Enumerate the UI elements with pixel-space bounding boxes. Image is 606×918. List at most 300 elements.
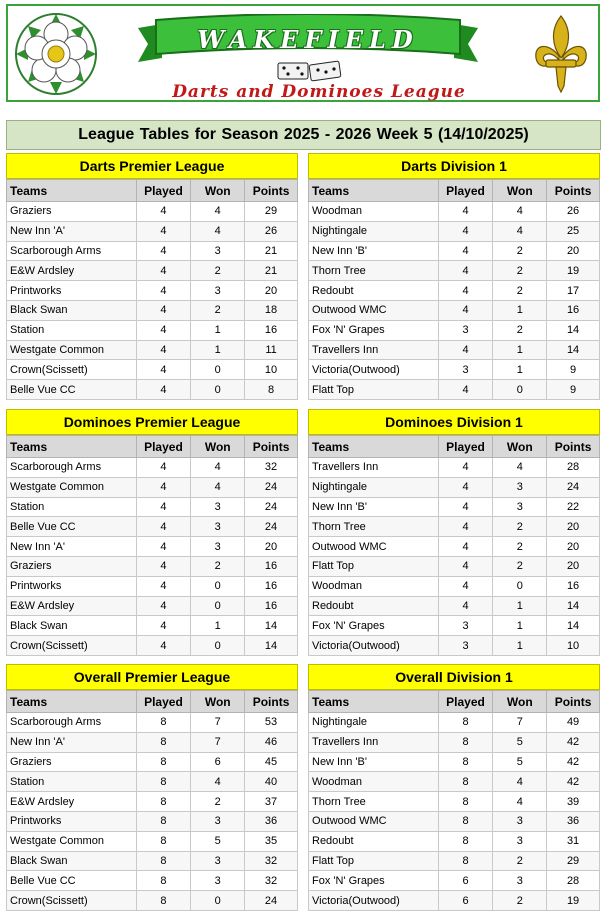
table-row bbox=[309, 891, 600, 911]
played-value: 8 bbox=[136, 871, 191, 891]
team-name: Outwood WMC bbox=[309, 811, 439, 831]
played-value: 4 bbox=[438, 202, 493, 222]
table-row bbox=[309, 713, 600, 733]
won-value: 3 bbox=[191, 281, 245, 301]
won-value: 2 bbox=[191, 556, 245, 576]
table-row bbox=[309, 851, 600, 871]
team-name: New Inn 'B' bbox=[309, 497, 439, 517]
played-value: 4 bbox=[136, 636, 191, 656]
played-value: 4 bbox=[438, 221, 493, 241]
points-value: 29 bbox=[245, 202, 298, 222]
played-value: 4 bbox=[438, 477, 493, 497]
won-value: 3 bbox=[191, 497, 245, 517]
table-row bbox=[7, 772, 298, 792]
points-value: 11 bbox=[245, 340, 298, 360]
team-name: Victoria(Outwood) bbox=[309, 891, 439, 911]
points-value: 53 bbox=[245, 713, 298, 733]
played-value: 4 bbox=[438, 340, 493, 360]
team-name: New Inn 'A' bbox=[7, 537, 137, 557]
won-value: 1 bbox=[191, 340, 245, 360]
points-value: 20 bbox=[547, 537, 600, 557]
points-value: 32 bbox=[245, 871, 298, 891]
table-row bbox=[309, 340, 600, 360]
banner-title: WAKEFIELD bbox=[197, 25, 419, 54]
column-header-played: Played bbox=[136, 691, 191, 713]
season-header: League Tables for Season 2025 - 2026 Week 5 (14/10/2025) bbox=[6, 120, 601, 150]
column-header-won: Won bbox=[493, 436, 547, 458]
header-row bbox=[309, 436, 600, 458]
table-row bbox=[309, 202, 600, 222]
won-value: 2 bbox=[191, 300, 245, 320]
table-row bbox=[7, 811, 298, 831]
won-value: 0 bbox=[191, 360, 245, 380]
points-value: 42 bbox=[547, 732, 600, 752]
points-value: 16 bbox=[245, 596, 298, 616]
table-row bbox=[309, 497, 600, 517]
table-row bbox=[7, 380, 298, 400]
column-header-won: Won bbox=[493, 180, 547, 202]
league-table bbox=[308, 690, 600, 911]
team-name: Black Swan bbox=[7, 300, 137, 320]
points-value: 20 bbox=[547, 517, 600, 537]
played-value: 8 bbox=[438, 851, 493, 871]
team-name: Station bbox=[7, 497, 137, 517]
played-value: 3 bbox=[438, 616, 493, 636]
points-value: 20 bbox=[547, 241, 600, 261]
won-value: 4 bbox=[493, 792, 547, 812]
played-value: 4 bbox=[136, 281, 191, 301]
played-value: 4 bbox=[136, 340, 191, 360]
played-value: 4 bbox=[136, 360, 191, 380]
team-name: Crown(Scissett) bbox=[7, 360, 137, 380]
dominoes-division-1-table bbox=[308, 409, 600, 656]
played-value: 4 bbox=[136, 458, 191, 478]
points-value: 22 bbox=[547, 497, 600, 517]
points-value: 17 bbox=[547, 281, 600, 301]
won-value: 0 bbox=[493, 576, 547, 596]
won-value: 5 bbox=[493, 752, 547, 772]
table-row bbox=[7, 241, 298, 261]
points-value: 10 bbox=[245, 360, 298, 380]
team-name: Woodman bbox=[309, 576, 439, 596]
team-name: Flatt Top bbox=[309, 851, 439, 871]
points-value: 20 bbox=[245, 281, 298, 301]
team-name: New Inn 'B' bbox=[309, 752, 439, 772]
won-value: 3 bbox=[191, 517, 245, 537]
league-title: Darts Division 1 bbox=[308, 153, 600, 179]
team-name: Travellers Inn bbox=[309, 458, 439, 478]
table-row bbox=[7, 891, 298, 911]
table-row bbox=[7, 300, 298, 320]
points-value: 24 bbox=[245, 517, 298, 537]
won-value: 2 bbox=[191, 792, 245, 812]
points-value: 9 bbox=[547, 380, 600, 400]
table-row bbox=[309, 811, 600, 831]
header-row bbox=[7, 436, 298, 458]
table-row bbox=[7, 261, 298, 281]
won-value: 7 bbox=[493, 713, 547, 733]
table-row bbox=[309, 576, 600, 596]
team-name: New Inn 'B' bbox=[309, 241, 439, 261]
points-value: 14 bbox=[245, 636, 298, 656]
table-row bbox=[309, 300, 600, 320]
team-name: Westgate Common bbox=[7, 477, 137, 497]
table-row bbox=[7, 360, 298, 380]
league-table bbox=[6, 435, 298, 656]
won-value: 2 bbox=[493, 241, 547, 261]
points-value: 16 bbox=[245, 320, 298, 340]
league-table bbox=[308, 179, 600, 400]
won-value: 4 bbox=[191, 477, 245, 497]
played-value: 4 bbox=[438, 596, 493, 616]
column-header-teams: Teams bbox=[309, 691, 439, 713]
column-header-teams: Teams bbox=[7, 436, 137, 458]
table-row bbox=[309, 732, 600, 752]
points-value: 24 bbox=[245, 497, 298, 517]
table-row bbox=[309, 241, 600, 261]
team-name: Belle Vue CC bbox=[7, 871, 137, 891]
team-name: Printworks bbox=[7, 811, 137, 831]
table-row bbox=[7, 221, 298, 241]
points-value: 14 bbox=[245, 616, 298, 636]
points-value: 24 bbox=[547, 477, 600, 497]
played-value: 4 bbox=[136, 576, 191, 596]
league-table bbox=[6, 690, 298, 911]
won-value: 1 bbox=[493, 636, 547, 656]
table-row bbox=[309, 380, 600, 400]
points-value: 8 bbox=[245, 380, 298, 400]
table-row bbox=[7, 831, 298, 851]
league-title: Overall Premier League bbox=[6, 664, 298, 690]
points-value: 31 bbox=[547, 831, 600, 851]
column-header-won: Won bbox=[191, 180, 245, 202]
played-value: 8 bbox=[136, 732, 191, 752]
points-value: 46 bbox=[245, 732, 298, 752]
played-value: 4 bbox=[136, 616, 191, 636]
team-name: Crown(Scissett) bbox=[7, 636, 137, 656]
table-row bbox=[7, 851, 298, 871]
points-value: 45 bbox=[245, 752, 298, 772]
column-header-points: Points bbox=[245, 436, 298, 458]
won-value: 3 bbox=[191, 811, 245, 831]
dominoes-icon bbox=[276, 60, 342, 82]
played-value: 4 bbox=[438, 300, 493, 320]
won-value: 0 bbox=[191, 576, 245, 596]
overall-division-1-table bbox=[308, 664, 600, 911]
table-row bbox=[7, 576, 298, 596]
team-name: Outwood WMC bbox=[309, 300, 439, 320]
column-header-teams: Teams bbox=[7, 180, 137, 202]
points-value: 14 bbox=[547, 340, 600, 360]
won-value: 3 bbox=[493, 871, 547, 891]
points-value: 37 bbox=[245, 792, 298, 812]
won-value: 4 bbox=[493, 221, 547, 241]
column-header-points: Points bbox=[547, 691, 600, 713]
table-row bbox=[7, 340, 298, 360]
played-value: 6 bbox=[438, 891, 493, 911]
header-row bbox=[309, 180, 600, 202]
team-name: Belle Vue CC bbox=[7, 517, 137, 537]
points-value: 10 bbox=[547, 636, 600, 656]
team-name: Nightingale bbox=[309, 221, 439, 241]
played-value: 3 bbox=[438, 320, 493, 340]
played-value: 4 bbox=[136, 596, 191, 616]
played-value: 8 bbox=[136, 752, 191, 772]
team-name: Belle Vue CC bbox=[7, 380, 137, 400]
table-row bbox=[309, 261, 600, 281]
league-title: Overall Division 1 bbox=[308, 664, 600, 690]
played-value: 8 bbox=[136, 772, 191, 792]
points-value: 14 bbox=[547, 596, 600, 616]
table-row bbox=[7, 517, 298, 537]
table-row bbox=[309, 320, 600, 340]
fleur-de-lis-icon bbox=[530, 12, 592, 96]
played-value: 8 bbox=[438, 811, 493, 831]
won-value: 2 bbox=[493, 851, 547, 871]
column-header-teams: Teams bbox=[309, 180, 439, 202]
league-title: Dominoes Premier League bbox=[6, 409, 298, 435]
team-name: Printworks bbox=[7, 576, 137, 596]
points-value: 16 bbox=[547, 300, 600, 320]
played-value: 4 bbox=[438, 576, 493, 596]
played-value: 4 bbox=[136, 261, 191, 281]
team-name: Graziers bbox=[7, 556, 137, 576]
team-name: Redoubt bbox=[309, 281, 439, 301]
table-row bbox=[309, 616, 600, 636]
points-value: 28 bbox=[547, 871, 600, 891]
points-value: 36 bbox=[245, 811, 298, 831]
column-header-teams: Teams bbox=[309, 436, 439, 458]
points-value: 20 bbox=[547, 556, 600, 576]
table-row bbox=[7, 477, 298, 497]
won-value: 3 bbox=[493, 497, 547, 517]
won-value: 3 bbox=[191, 851, 245, 871]
points-value: 21 bbox=[245, 261, 298, 281]
table-row bbox=[309, 477, 600, 497]
team-name: Scarborough Arms bbox=[7, 241, 137, 261]
played-value: 8 bbox=[438, 792, 493, 812]
team-name: Thorn Tree bbox=[309, 261, 439, 281]
played-value: 8 bbox=[438, 831, 493, 851]
played-value: 8 bbox=[136, 792, 191, 812]
team-name: Flatt Top bbox=[309, 380, 439, 400]
points-value: 24 bbox=[245, 477, 298, 497]
played-value: 4 bbox=[136, 300, 191, 320]
table-row bbox=[7, 792, 298, 812]
won-value: 3 bbox=[191, 537, 245, 557]
points-value: 32 bbox=[245, 851, 298, 871]
table-row bbox=[7, 281, 298, 301]
header-row bbox=[309, 691, 600, 713]
played-value: 3 bbox=[438, 636, 493, 656]
played-value: 4 bbox=[136, 517, 191, 537]
won-value: 2 bbox=[493, 517, 547, 537]
team-name: Victoria(Outwood) bbox=[309, 636, 439, 656]
points-value: 21 bbox=[245, 241, 298, 261]
won-value: 0 bbox=[493, 380, 547, 400]
team-name: Travellers Inn bbox=[309, 340, 439, 360]
column-header-played: Played bbox=[136, 436, 191, 458]
won-value: 1 bbox=[191, 320, 245, 340]
played-value: 4 bbox=[136, 537, 191, 557]
won-value: 5 bbox=[191, 831, 245, 851]
column-header-teams: Teams bbox=[7, 691, 137, 713]
team-name: Printworks bbox=[7, 281, 137, 301]
league-banner bbox=[6, 4, 600, 102]
table-row bbox=[309, 556, 600, 576]
points-value: 40 bbox=[245, 772, 298, 792]
table-row bbox=[7, 596, 298, 616]
won-value: 2 bbox=[191, 261, 245, 281]
table-row bbox=[7, 556, 298, 576]
column-header-won: Won bbox=[191, 436, 245, 458]
team-name: Travellers Inn bbox=[309, 732, 439, 752]
played-value: 4 bbox=[438, 497, 493, 517]
won-value: 1 bbox=[493, 616, 547, 636]
table-row bbox=[7, 497, 298, 517]
played-value: 8 bbox=[438, 732, 493, 752]
points-value: 29 bbox=[547, 851, 600, 871]
yorkshire-rose-icon bbox=[14, 12, 98, 96]
points-value: 9 bbox=[547, 360, 600, 380]
team-name: Fox 'N' Grapes bbox=[309, 616, 439, 636]
played-value: 4 bbox=[438, 281, 493, 301]
points-value: 16 bbox=[245, 576, 298, 596]
table-row bbox=[7, 616, 298, 636]
column-header-won: Won bbox=[191, 691, 245, 713]
played-value: 4 bbox=[438, 556, 493, 576]
played-value: 4 bbox=[136, 477, 191, 497]
table-row bbox=[309, 458, 600, 478]
team-name: Thorn Tree bbox=[309, 792, 439, 812]
won-value: 1 bbox=[493, 596, 547, 616]
played-value: 4 bbox=[438, 261, 493, 281]
team-name: Woodman bbox=[309, 772, 439, 792]
team-name: Black Swan bbox=[7, 851, 137, 871]
won-value: 1 bbox=[493, 300, 547, 320]
table-row bbox=[7, 458, 298, 478]
table-row bbox=[7, 732, 298, 752]
points-value: 16 bbox=[547, 576, 600, 596]
team-name: Graziers bbox=[7, 202, 137, 222]
table-row bbox=[7, 713, 298, 733]
team-name: Redoubt bbox=[309, 596, 439, 616]
team-name: Scarborough Arms bbox=[7, 713, 137, 733]
played-value: 4 bbox=[438, 517, 493, 537]
table-row bbox=[7, 752, 298, 772]
won-value: 2 bbox=[493, 320, 547, 340]
points-value: 42 bbox=[547, 752, 600, 772]
team-name: Graziers bbox=[7, 752, 137, 772]
points-value: 26 bbox=[245, 221, 298, 241]
points-value: 26 bbox=[547, 202, 600, 222]
banner-subtitle: Darts and Dominoes League bbox=[172, 82, 466, 102]
table-row bbox=[7, 202, 298, 222]
points-value: 36 bbox=[547, 811, 600, 831]
column-header-points: Points bbox=[547, 180, 600, 202]
table-row bbox=[309, 221, 600, 241]
won-value: 1 bbox=[493, 360, 547, 380]
column-header-played: Played bbox=[438, 180, 493, 202]
table-row bbox=[309, 871, 600, 891]
header-row bbox=[7, 180, 298, 202]
points-value: 39 bbox=[547, 792, 600, 812]
team-name: Thorn Tree bbox=[309, 517, 439, 537]
team-name: Westgate Common bbox=[7, 831, 137, 851]
team-name: Flatt Top bbox=[309, 556, 439, 576]
team-name: Black Swan bbox=[7, 616, 137, 636]
points-value: 25 bbox=[547, 221, 600, 241]
table-row bbox=[309, 517, 600, 537]
won-value: 3 bbox=[191, 871, 245, 891]
won-value: 2 bbox=[493, 556, 547, 576]
column-header-won: Won bbox=[493, 691, 547, 713]
column-header-points: Points bbox=[245, 691, 298, 713]
won-value: 4 bbox=[191, 221, 245, 241]
played-value: 8 bbox=[438, 752, 493, 772]
league-table bbox=[6, 179, 298, 400]
table-row bbox=[309, 636, 600, 656]
column-header-points: Points bbox=[547, 436, 600, 458]
won-value: 6 bbox=[191, 752, 245, 772]
won-value: 3 bbox=[493, 831, 547, 851]
points-value: 16 bbox=[245, 556, 298, 576]
played-value: 8 bbox=[136, 811, 191, 831]
won-value: 0 bbox=[191, 380, 245, 400]
table-row bbox=[7, 871, 298, 891]
column-header-points: Points bbox=[245, 180, 298, 202]
table-row bbox=[7, 636, 298, 656]
played-value: 4 bbox=[136, 320, 191, 340]
table-row bbox=[309, 792, 600, 812]
table-row bbox=[309, 537, 600, 557]
team-name: Outwood WMC bbox=[309, 537, 439, 557]
played-value: 4 bbox=[136, 556, 191, 576]
won-value: 2 bbox=[493, 891, 547, 911]
won-value: 0 bbox=[191, 636, 245, 656]
team-name: Scarborough Arms bbox=[7, 458, 137, 478]
table-row bbox=[309, 772, 600, 792]
played-value: 8 bbox=[438, 772, 493, 792]
header-row bbox=[7, 691, 298, 713]
played-value: 4 bbox=[136, 497, 191, 517]
dominoes-premier-league-table bbox=[6, 409, 298, 656]
points-value: 19 bbox=[547, 891, 600, 911]
played-value: 4 bbox=[136, 241, 191, 261]
table-row bbox=[309, 596, 600, 616]
table-row bbox=[7, 320, 298, 340]
played-value: 4 bbox=[136, 202, 191, 222]
won-value: 1 bbox=[191, 616, 245, 636]
points-value: 42 bbox=[547, 772, 600, 792]
team-name: Nightingale bbox=[309, 477, 439, 497]
won-value: 3 bbox=[493, 477, 547, 497]
overall-premier-league-table bbox=[6, 664, 298, 911]
won-value: 4 bbox=[191, 202, 245, 222]
team-name: Fox 'N' Grapes bbox=[309, 320, 439, 340]
won-value: 4 bbox=[493, 202, 547, 222]
team-name: E&W Ardsley bbox=[7, 261, 137, 281]
team-name: New Inn 'A' bbox=[7, 732, 137, 752]
played-value: 8 bbox=[136, 713, 191, 733]
played-value: 3 bbox=[438, 360, 493, 380]
darts-premier-league-table bbox=[6, 153, 298, 400]
won-value: 2 bbox=[493, 537, 547, 557]
team-name: New Inn 'A' bbox=[7, 221, 137, 241]
points-value: 20 bbox=[245, 537, 298, 557]
won-value: 5 bbox=[493, 732, 547, 752]
points-value: 28 bbox=[547, 458, 600, 478]
